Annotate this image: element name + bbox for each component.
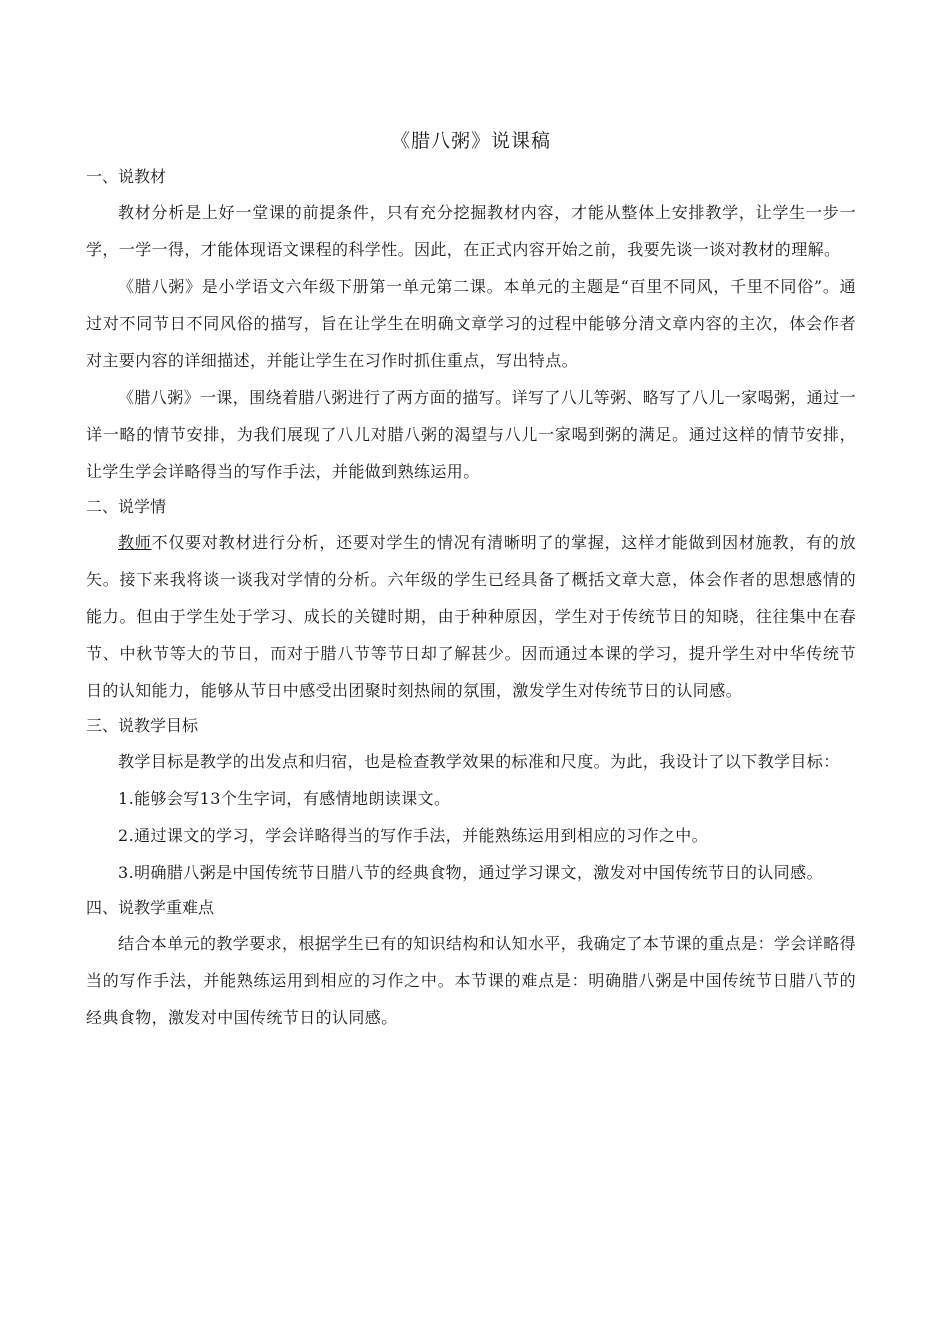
underlined-term: 教师 [118,533,152,552]
paragraph: 《腊八粥》一课，围绕着腊八粥进行了两方面的描写。详写了八儿等粥、略写了八儿一家喝粥，通过一详一略的情节安排，为我们展现了八儿对腊八粥的渴望与八儿一家喝到粥的满足。通过这样的情节安排，让学生学会详略得当的写作手法，并能做到熟练运用。 [86,388,857,481]
paragraph: 《腊八粥》是小学语文六年级下册第一单元第二课。本单元的主题是“百里不同风，千里不同俗”。通过对不同节日不同风俗的描写，旨在让学生在明确文章学习的过程中能够分清文章内容的主次，体会作者对主要内容的详细描述，并能让学生在习作时抓住重点，写出特点。 [86,277,856,370]
document-title: 《腊八粥》说课稿 [390,130,551,152]
section-heading-textbook: 一、说教材 [86,167,167,186]
objective-item: 2.通过课文的学习，学会详略得当的写作手法，并能熟练运用到相应的习作之中。 [118,826,709,845]
section-heading-key-points: 四、说教学重难点 [86,898,215,917]
document-page [86,126,856,1036]
objective-item: 1.能够会写13个生字词，有感情地朗读课文。 [118,789,451,808]
section-heading-objectives: 三、说教学目标 [86,716,199,735]
paragraph [86,524,856,709]
paragraph-text: 不仅要对教材进行分析，还要对学生的情况有清晰明了的掌握，这样才能做到因材施教，有的放矢。接下来我将谈一谈我对学情的分析。六年级的学生已经具备了概括文章大意，体会作者的思想感情的能力。但由于学生处于学习、成长的关键时期，由于种种原因，学生对于传统节日的知晓，往往集中在春节、中秋节等大的节日，而对于腊八节等节日却了解甚少。因而通过本课的学习，提升学生对中华传统节日的认知能力，能够从节日中感受出团聚时刻热闹的氛围，激发学生对传统节日的认同感。 [86,533,856,700]
paragraph: 教材分析是上好一堂课的前提条件，只有充分挖掘教材内容，才能从整体上安排教学，让学生一步一学，一学一得，才能体现语文课程的科学性。因此，在正式内容开始之前，我要先谈一谈对教材的理解。 [86,203,856,259]
section-heading-learners: 二、说学情 [86,497,167,516]
paragraph: 教学目标是教学的出发点和归宿，也是检查教学效果的标准和尺度。为此，我设计了以下教学目标： [118,752,840,771]
paragraph: 结合本单元的教学要求，根据学生已有的知识结构和认知水平，我确定了本节课的重点是：学会详略得当的写作手法，并能熟练运用到相应的习作之中。本节课的难点是：明确腊八粥是中国传统节日腊八节的经典食物，激发对中国传统节日的认同感。 [86,934,857,1027]
objective-item: 3.明确腊八粥是中国传统节日腊八节的经典食物，通过学习课文，激发对中国传统节日的认同感。 [118,863,823,882]
